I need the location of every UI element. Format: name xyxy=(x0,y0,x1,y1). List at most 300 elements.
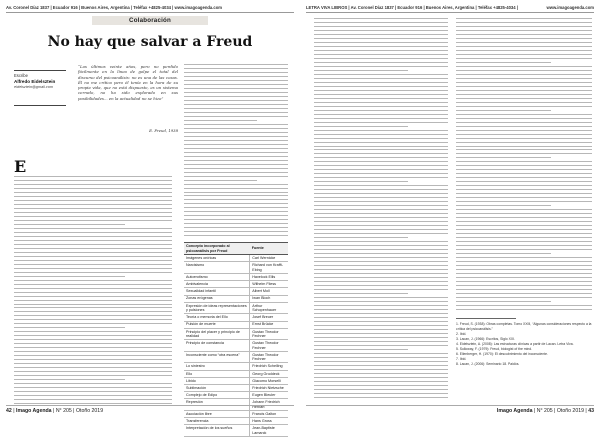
table-cell-source: Georg Groddeck xyxy=(250,370,288,377)
table-cell-source: Richard von Krafft-Ebing xyxy=(250,262,288,274)
text-line xyxy=(456,249,592,250)
text-line xyxy=(314,373,448,374)
text-line xyxy=(314,257,448,258)
table-cell-concept: Autoerotismo xyxy=(184,273,250,280)
table-cell-concept: Libido xyxy=(184,377,250,384)
text-line xyxy=(14,387,172,388)
left-page xyxy=(0,0,300,435)
text-line xyxy=(14,296,172,297)
right-date: Otoño 2019 xyxy=(556,408,584,414)
table-cell-concept: Imágenes oníricas xyxy=(184,255,250,262)
text-line xyxy=(456,257,592,258)
text-line xyxy=(14,264,172,265)
text-line xyxy=(314,213,448,214)
text-line xyxy=(314,62,448,63)
text-line xyxy=(14,351,172,352)
text-line xyxy=(184,192,288,193)
text-line xyxy=(14,236,172,237)
text-line xyxy=(14,304,172,305)
text-line xyxy=(184,68,288,69)
text-line xyxy=(184,124,288,125)
text-line xyxy=(184,235,288,236)
text-line xyxy=(456,149,592,150)
text-line xyxy=(14,256,172,257)
text-line xyxy=(314,385,448,386)
text-line xyxy=(456,22,592,23)
text-line xyxy=(14,204,172,205)
author-label: Escribe xyxy=(14,73,28,78)
table-cell-source: Iwan Bloch xyxy=(250,295,288,302)
text-line xyxy=(456,58,592,59)
text-line xyxy=(184,108,288,109)
text-line xyxy=(184,96,288,97)
text-line xyxy=(456,26,592,27)
text-line xyxy=(314,345,448,346)
text-line xyxy=(456,130,592,131)
text-line xyxy=(456,281,592,282)
text-line xyxy=(314,169,448,170)
text-line xyxy=(456,161,592,162)
text-line xyxy=(14,196,172,197)
text-line xyxy=(314,325,448,326)
text-line xyxy=(314,122,448,123)
table-cell-concept: Ambivalencia xyxy=(184,281,250,288)
text-line xyxy=(14,248,172,249)
text-line xyxy=(314,153,448,154)
table-cell-concept: Narcisismo xyxy=(184,262,250,274)
text-line xyxy=(314,285,448,286)
text-line xyxy=(456,90,592,91)
text-line xyxy=(314,361,448,362)
text-line xyxy=(184,116,288,117)
text-line xyxy=(456,237,592,238)
text-line xyxy=(456,54,592,55)
table-row xyxy=(184,370,288,377)
text-line xyxy=(314,337,448,338)
text-line xyxy=(314,313,448,314)
text-line xyxy=(184,112,288,113)
text-line xyxy=(14,363,172,364)
text-line xyxy=(456,305,592,306)
text-line xyxy=(314,329,448,330)
text-line xyxy=(456,38,592,39)
text-line xyxy=(14,292,172,293)
text-line xyxy=(456,185,592,186)
text-line xyxy=(314,94,448,95)
text-line xyxy=(184,215,288,216)
text-line xyxy=(14,323,172,324)
left-magazine-name: Imago Agenda xyxy=(16,408,52,414)
text-line xyxy=(314,297,448,298)
text-line xyxy=(314,269,448,270)
text-line xyxy=(456,153,592,154)
text-line xyxy=(456,245,592,246)
right-page-header xyxy=(306,3,594,13)
text-line xyxy=(456,169,592,170)
text-line xyxy=(314,42,448,43)
table-cell-concept: Ello xyxy=(184,370,250,377)
text-line xyxy=(456,309,592,310)
text-line xyxy=(184,172,288,173)
text-line xyxy=(314,289,448,290)
text-line xyxy=(456,225,592,226)
table-cell-concept: Complejo de Edipo xyxy=(184,392,250,399)
text-line xyxy=(14,343,172,344)
text-line xyxy=(314,142,448,143)
text-line xyxy=(314,277,448,278)
text-line xyxy=(184,144,288,145)
text-line xyxy=(314,38,448,39)
text-line xyxy=(314,50,448,51)
text-line xyxy=(456,114,592,115)
text-line xyxy=(14,216,172,217)
text-line xyxy=(456,297,592,298)
right-page-column-2 xyxy=(456,18,592,313)
author-email[interactable]: eidelsztein@gmail.com xyxy=(14,85,54,89)
table-cell-concept: Transferencia xyxy=(184,418,250,425)
text-line xyxy=(14,331,172,332)
text-line xyxy=(14,176,172,177)
table-cell-source: Albert Moll xyxy=(250,288,288,295)
text-line xyxy=(14,371,172,372)
table-row xyxy=(184,288,288,295)
text-line xyxy=(314,110,448,111)
text-line xyxy=(314,333,448,334)
text-line xyxy=(314,369,448,370)
text-line xyxy=(184,211,288,212)
right-page-number: 43 xyxy=(588,408,594,414)
text-line xyxy=(314,349,408,350)
table-cell-source: Hans Gross xyxy=(250,418,288,425)
text-line xyxy=(456,46,592,47)
text-line xyxy=(314,301,448,302)
table-row xyxy=(184,281,288,288)
text-line xyxy=(314,225,448,226)
text-line xyxy=(14,339,172,340)
text-line xyxy=(314,309,448,310)
text-line xyxy=(184,176,288,177)
table-row xyxy=(184,328,288,340)
text-line xyxy=(314,321,448,322)
text-line xyxy=(314,46,448,47)
text-line xyxy=(184,199,288,200)
text-line xyxy=(184,219,288,220)
text-line xyxy=(14,188,172,189)
text-line xyxy=(14,383,172,384)
text-line xyxy=(314,114,448,115)
text-line xyxy=(456,94,592,95)
text-line xyxy=(314,193,448,194)
table-cell-concept: Asociación libre xyxy=(184,411,250,418)
text-line xyxy=(314,165,448,166)
text-line xyxy=(314,173,448,174)
table-cell-concept: Teoría o memoria del Ello xyxy=(184,314,250,321)
text-line xyxy=(314,341,448,342)
text-line xyxy=(314,177,448,178)
text-line xyxy=(184,164,288,165)
text-line xyxy=(314,393,448,394)
table-row xyxy=(184,425,288,437)
text-line xyxy=(456,165,592,166)
text-line xyxy=(14,399,172,400)
text-line xyxy=(456,78,592,79)
text-line xyxy=(456,138,592,139)
table-row xyxy=(184,340,288,352)
text-line xyxy=(456,173,592,174)
table-row xyxy=(184,273,288,280)
table-cell-source: Friedrich Schelling xyxy=(250,363,288,370)
text-line xyxy=(314,293,408,294)
text-line xyxy=(456,110,551,111)
table-cell-source: Friedrich Nietzsche xyxy=(250,385,288,392)
table-cell-source: Johann Friedrich Herbart xyxy=(250,399,288,411)
text-line xyxy=(314,90,448,91)
text-line xyxy=(14,232,172,233)
text-line xyxy=(314,18,448,19)
drop-cap: E xyxy=(14,157,27,176)
table-row xyxy=(184,321,288,328)
text-line xyxy=(184,148,288,149)
text-line xyxy=(184,64,288,65)
text-line xyxy=(456,229,592,230)
table-row xyxy=(184,392,288,399)
text-line xyxy=(184,184,288,185)
text-line xyxy=(184,88,288,89)
text-line xyxy=(456,265,592,266)
text-line xyxy=(456,177,592,178)
text-line xyxy=(456,221,592,222)
text-line xyxy=(14,288,172,289)
text-line xyxy=(314,353,448,354)
text-line xyxy=(314,273,448,274)
footnote: 6. Ellenberger, H. (1970): El descubrimiento del inconsciente. xyxy=(456,351,548,356)
text-line xyxy=(456,70,592,71)
left-page-header xyxy=(6,3,294,13)
text-line xyxy=(456,205,551,206)
text-line xyxy=(184,84,288,85)
table-row xyxy=(184,262,288,274)
text-line xyxy=(14,240,172,241)
left-header-info: Av. Coronel Díaz 1837 | Ecuador 916 | Buenos Aires, Argentina | Teléfax +4825-4034 | www.imagoagenda.com xyxy=(6,5,223,10)
text-line xyxy=(314,197,448,198)
right-magazine-name: Imago Agenda xyxy=(496,408,533,414)
text-line xyxy=(314,149,448,150)
text-line xyxy=(314,54,448,55)
author-name: Alfredo Eidelsztein xyxy=(14,79,56,84)
table-cell-concept: Lo siniestro xyxy=(184,363,250,370)
text-line xyxy=(314,58,448,59)
text-line xyxy=(314,229,448,230)
text-line xyxy=(184,180,257,181)
text-line xyxy=(314,98,448,99)
text-line xyxy=(14,315,172,316)
footnote: 8. Lacan, J. (2006): Seminario 18. Paidós. xyxy=(456,362,520,367)
text-line xyxy=(456,233,592,234)
text-line xyxy=(14,228,172,229)
text-line xyxy=(456,98,592,99)
footnote: 3. Lacan, J. (1966): Escritos, Siglo XXI. xyxy=(456,336,515,341)
text-line xyxy=(14,244,172,245)
left-column-text-lower xyxy=(14,176,172,407)
text-line xyxy=(456,34,592,35)
text-line xyxy=(314,181,408,182)
table-row xyxy=(184,385,288,392)
text-line xyxy=(314,66,448,67)
text-line xyxy=(184,223,288,224)
text-line xyxy=(314,134,448,135)
table-cell-source: Gustav Theodor Fechner xyxy=(250,351,288,363)
text-line xyxy=(314,185,448,186)
text-line xyxy=(14,391,172,392)
footnote-rule xyxy=(456,318,516,319)
table-cell-concept: Principio del placer y principio de realidad xyxy=(184,328,250,340)
text-line xyxy=(314,74,448,75)
text-line xyxy=(184,120,257,121)
table-cell-concept: Zonas erógenas xyxy=(184,295,250,302)
text-line xyxy=(14,192,172,193)
text-line xyxy=(14,347,172,348)
text-line xyxy=(314,209,448,210)
text-line xyxy=(456,146,592,147)
text-line xyxy=(184,80,288,81)
table-cell-concept: Interpretación de los sueños xyxy=(184,425,250,437)
text-line xyxy=(184,195,288,196)
text-line xyxy=(314,305,448,306)
text-line xyxy=(314,253,448,254)
right-page-footer: Imago Agenda | N° 205 | Otoño 2019 | 43 xyxy=(306,405,594,416)
footnote: 2. Ibíd. xyxy=(456,331,467,336)
table-cell-concept: Pulsión de muerte xyxy=(184,321,250,328)
text-line xyxy=(14,375,172,376)
text-line xyxy=(184,156,288,157)
text-line xyxy=(314,281,448,282)
left-page-footer: 42 | Imago Agenda | N° 205 | Otoño 2019 xyxy=(6,405,294,416)
table-cell-concept: Represión xyxy=(184,399,250,411)
text-line xyxy=(456,285,592,286)
table-cell-concept: Sublimación xyxy=(184,385,250,392)
text-line xyxy=(14,307,172,308)
table-cell-concept: Inconsciente como “otra escena” xyxy=(184,351,250,363)
text-line xyxy=(14,224,125,225)
text-line xyxy=(456,197,592,198)
text-line xyxy=(456,181,592,182)
text-line xyxy=(456,273,592,274)
text-line xyxy=(14,355,172,356)
text-line xyxy=(314,126,408,127)
author-box xyxy=(14,70,66,106)
text-line xyxy=(314,78,448,79)
text-line xyxy=(184,168,288,169)
text-line xyxy=(456,241,592,242)
text-line xyxy=(314,365,448,366)
text-line xyxy=(184,128,288,129)
text-line xyxy=(456,74,592,75)
text-line xyxy=(14,395,172,396)
text-line xyxy=(456,261,592,262)
table-row xyxy=(184,295,288,302)
epigraph-source: E. Freud, 1938 xyxy=(149,128,178,133)
text-line xyxy=(14,208,172,209)
table-row xyxy=(184,363,288,370)
text-line xyxy=(314,381,448,382)
text-line xyxy=(14,319,172,320)
text-line xyxy=(456,213,592,214)
article-title: No hay que salvar a Freud xyxy=(47,34,253,50)
table-cell-source: Carl Wernicke xyxy=(250,255,288,262)
text-line xyxy=(314,106,448,107)
text-line xyxy=(456,301,551,302)
text-line xyxy=(314,377,448,378)
table-row xyxy=(184,314,288,321)
text-line xyxy=(184,104,288,105)
text-line xyxy=(314,102,448,103)
text-line xyxy=(14,280,172,281)
text-line xyxy=(456,122,592,123)
text-line xyxy=(184,160,288,161)
text-line xyxy=(314,157,448,158)
section-tag: Colaboración xyxy=(92,16,208,25)
text-line xyxy=(14,367,172,368)
text-line xyxy=(314,138,448,139)
text-line xyxy=(184,207,288,208)
text-line xyxy=(314,249,448,250)
left-date: Otoño 2019 xyxy=(75,408,104,414)
text-line xyxy=(456,86,592,87)
text-line xyxy=(314,86,448,87)
text-line xyxy=(456,62,551,63)
table-cell-source: Havelock Ellis xyxy=(250,273,288,280)
text-line xyxy=(184,140,288,141)
text-line xyxy=(14,311,172,312)
text-line xyxy=(14,252,172,253)
right-header-site[interactable]: www.imagoagenda.com xyxy=(546,5,594,10)
text-line xyxy=(456,134,592,135)
text-line xyxy=(314,397,448,398)
table-cell-concept: Expresión de ideas representaciones y pulsiones xyxy=(184,302,250,314)
text-line xyxy=(314,161,448,162)
text-line xyxy=(184,136,288,137)
text-line xyxy=(14,300,172,301)
text-line xyxy=(456,82,592,83)
text-line xyxy=(14,284,172,285)
table-cell-source: Eugen Bleuler xyxy=(250,392,288,399)
text-line xyxy=(314,317,448,318)
text-line xyxy=(314,241,448,242)
text-line xyxy=(14,379,125,380)
table-cell-source: Gustav Theodor Fechner xyxy=(250,328,288,340)
right-issue: N° 205 xyxy=(536,408,553,414)
text-line xyxy=(456,269,592,270)
text-line xyxy=(184,227,288,228)
text-line xyxy=(456,201,592,202)
text-line xyxy=(456,293,592,294)
text-line xyxy=(456,18,592,19)
text-line xyxy=(456,126,592,127)
text-line xyxy=(314,118,448,119)
text-line xyxy=(14,335,172,336)
table-row xyxy=(184,255,288,262)
text-line xyxy=(456,30,592,31)
text-line xyxy=(14,268,172,269)
text-line xyxy=(314,205,448,206)
text-line xyxy=(14,260,172,261)
text-line xyxy=(314,130,448,131)
text-line xyxy=(456,277,592,278)
table-row xyxy=(184,351,288,363)
text-line xyxy=(456,106,592,107)
text-line xyxy=(314,261,448,262)
text-line xyxy=(456,157,551,158)
